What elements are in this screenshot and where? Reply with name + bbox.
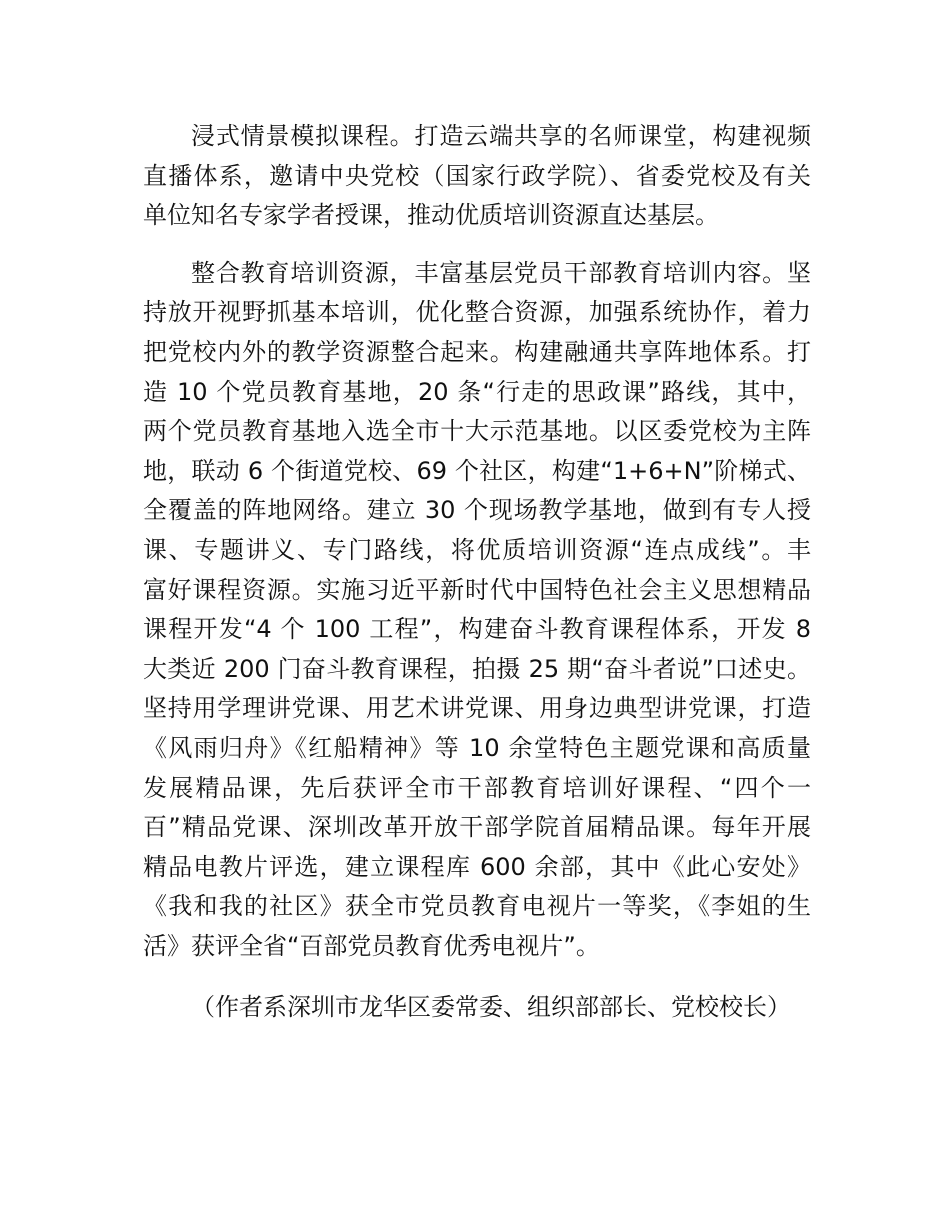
- text-line: 《我和我的社区》获全市党员教育电视片一等奖，《李姐的生: [143, 892, 811, 921]
- text-line: 课程开发“4 个 100 工程”，构建奋斗教育课程体系，开发 8: [143, 615, 811, 644]
- text-line: 持放开视野抓基本培训，优化整合资源，加强系统协作，着力: [143, 298, 811, 327]
- paragraph-1: [143, 117, 811, 236]
- text-line: 地，联动 6 个街道党校、69 个社区，构建“1+6+N”阶梯式、: [143, 456, 811, 485]
- text-line: 直播体系，邀请中央党校（国家行政学院）、省委党校及有关: [143, 161, 811, 190]
- text-line: 精品电教片评选，建立课程库 600 余部，其中《此心安处》: [143, 852, 811, 881]
- text-line: 课、专题讲义、专门路线，将优质培训资源“连点成线”。丰: [143, 535, 811, 564]
- text-line: 全覆盖的阵地网络。建立 30 个现场教学基地，做到有专人授: [143, 496, 811, 525]
- text-line: 发展精品课，先后获评全市干部教育培训好课程、“四个一: [143, 773, 811, 802]
- text-line: 活》获评全省“百部党员教育优秀电视片”。: [143, 931, 600, 960]
- text-line: 富好课程资源。实施习近平新时代中国特色社会主义思想精品: [143, 575, 811, 604]
- text-line: 把党校内外的教学资源整合起来。构建融通共享阵地体系。打: [143, 337, 811, 366]
- text-line: 大类近 200 门奋斗教育课程，拍摄 25 期“奋斗者说”口述史。: [143, 654, 811, 683]
- text-line: 百”精品党课、深圳改革开放干部学院首届精品课。每年开展: [143, 813, 811, 842]
- text-line: 两个党员教育基地入选全市十大示范基地。以区委党校为主阵: [143, 417, 811, 446]
- author-note: （作者系深圳市龙华区委常委、组织部部长、党校校长）: [191, 993, 791, 1022]
- text-line: 整合教育培训资源，丰富基层党员干部教育培训内容。坚: [191, 258, 811, 287]
- text-line: 浸式情景模拟课程。打造云端共享的名师课堂，构建视频: [191, 122, 811, 150]
- text-line: 造 10 个党员教育基地，20 条“行走的思政课”路线，其中，: [143, 377, 811, 406]
- text-line: 《风雨归舟》《红船精神》等 10 余堂特色主题党课和高质量: [143, 733, 811, 762]
- text-line: 坚持用学理讲党课、用艺术讲党课、用身边典型讲党课，打造: [143, 694, 811, 723]
- document-page: [143, 117, 811, 1028]
- text-line: 单位知名专家学者授课，推动优质培训资源直达基层。: [143, 201, 719, 230]
- paragraph-2: [143, 254, 811, 967]
